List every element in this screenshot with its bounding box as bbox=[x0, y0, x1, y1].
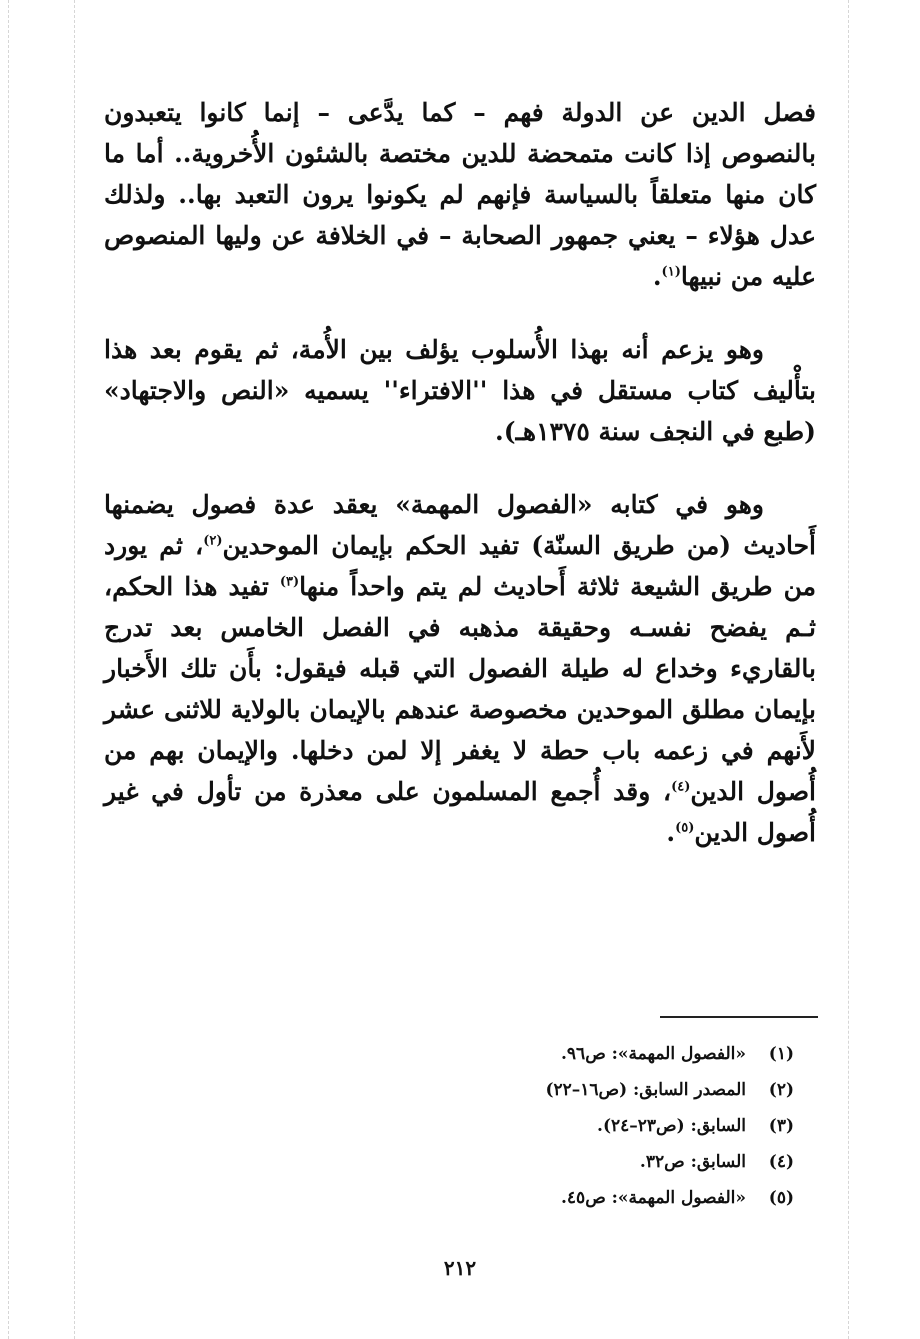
footnote-text: «الفصول المهمة»: ص٤٥. bbox=[561, 1188, 746, 1208]
footnote-text: السابق: ص٣٢. bbox=[639, 1152, 746, 1172]
page-number: ٢١٢ bbox=[443, 1256, 477, 1280]
footnote bbox=[234, 1036, 794, 1072]
footnotes-list bbox=[234, 1036, 794, 1216]
footnote-number: (٢) bbox=[768, 1080, 794, 1100]
footnote bbox=[234, 1108, 794, 1144]
footnote bbox=[234, 1180, 794, 1216]
paragraph-text: فصل الدين عن الدولة فهم – كما يدَّعى – إنما كانوا يتعبدون بالنصوص إذا كانت متمحضة للدين مختصة بالشئون الأُخروية.. أما ما كان منها متعلقاً بالسياسة فإنهم لم يكونوا يرون التعبد بها.. ولذلك عدل هؤلاء – يعني جمهور الصحابة – في الخلافة عن وليها المنصوص عليه من نبيها bbox=[104, 98, 816, 291]
footnote-reference: (٢) bbox=[203, 533, 223, 549]
footnote-reference: (٣) bbox=[279, 574, 300, 590]
footnote-separator bbox=[660, 1016, 818, 1018]
footnote-reference: (١) bbox=[661, 264, 681, 280]
paragraph bbox=[104, 484, 816, 853]
scan-artifact-line bbox=[8, 0, 9, 1339]
footnote-number: (١) bbox=[768, 1044, 794, 1064]
footnote-text: السابق: (ص٢٣–٢٤). bbox=[597, 1116, 746, 1136]
footnote-number: (٥) bbox=[768, 1188, 794, 1208]
main-text bbox=[104, 92, 816, 885]
paragraph-text: تفيد هذا الحكم، ثـم يفضح نفسـه وحقيقة مذهبه في الفصل الخامس بعد تدرج بالقاريء وخداع له طيلة الفصول التي قبله فيقول: بأَن تلك الأَخبار بإيمان مطلق الموحدين مخصوصة عندهم بالإيمان بالولاية للاثنى عشر لأَنهم في زعمه باب حطة لا يغفر إلا لمن دخلها. والإيمان بهم من أُصول الدين bbox=[104, 572, 816, 806]
scan-artifact-line bbox=[74, 0, 75, 1339]
paragraph-text: . bbox=[666, 818, 676, 847]
paragraph-text: وهو في كتابه «الفصول المهمة» يعقد عدة فصول يضمنها أَحاديث (من طريق السنّة) تفيد الحكم بإيمان الموحدين bbox=[104, 490, 816, 560]
paragraph bbox=[104, 329, 816, 452]
footnote bbox=[234, 1144, 794, 1180]
footnote-text: المصدر السابق: (ص١٦–٢٢) bbox=[545, 1080, 746, 1100]
footnote-text: «الفصول المهمة»: ص٩٦. bbox=[561, 1044, 746, 1064]
paragraph-text: وهو يزعم أنه بهذا الأُسلوب يؤلف بين الأُمة، ثم يقوم بعد هذا بتأْليف كتاب مستقل في هذا ''الافتراء'' يسميه «النص والاجتهاد» (طبع في النجف سنة ١٣٧٥هـ). bbox=[104, 335, 816, 446]
paragraph bbox=[104, 92, 816, 297]
paragraph-text: ، وقد أُجمع المسلمون على معذرة من تأول في غير أُصول الدين bbox=[104, 777, 816, 847]
footnote-reference: (٤) bbox=[671, 779, 691, 795]
paragraph-text: ، ثم يورد من طريق الشيعة ثلاثة أَحاديث لم يتم واحداً منها bbox=[104, 531, 816, 601]
footnote-reference: (٥) bbox=[675, 820, 695, 836]
footnote bbox=[234, 1072, 794, 1108]
footnote-number: (٣) bbox=[768, 1116, 794, 1136]
paragraph-text: . bbox=[652, 262, 662, 291]
scan-artifact-line bbox=[848, 0, 849, 1339]
footnote-number: (٤) bbox=[768, 1152, 794, 1172]
